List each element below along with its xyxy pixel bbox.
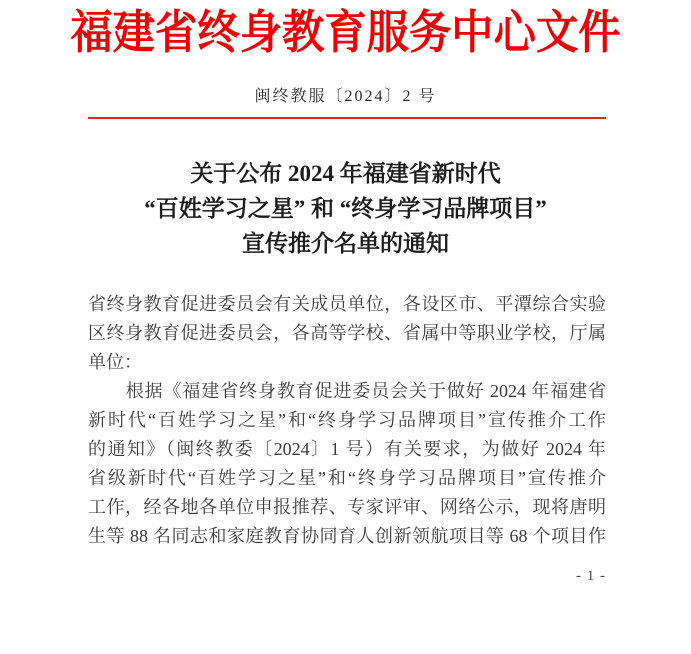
- body-text-line: 省终身教育促进委员会有关成员单位，各设区市、平潭综合实验: [88, 294, 606, 314]
- body-text-line: 省级新时代“百姓学习之星”和“终身学习品牌项目”宣传推介: [88, 468, 606, 488]
- body-text-line: 区终身教育促进委员会，各高等学校、省属中等职业学校，厅属: [88, 323, 606, 343]
- body-text-line: 根据《福建省终身教育促进委员会关于做好 2024 年福建省: [88, 381, 606, 401]
- document-number: 闽终教服〔2024〕2 号: [254, 88, 437, 105]
- body-text-line: 生等 88 名同志和家庭教育协同育人创新领航项目等 68 个项目作: [88, 526, 606, 546]
- body-text-line: 的通知》（闽终教委〔2024〕1 号）有关要求，为做好 2024 年: [88, 439, 606, 459]
- page-number: - 1 -: [576, 568, 606, 584]
- body-text-line: 工作，经各地各单位申报推荐、专家评审、网络公示，现将唐明: [88, 497, 606, 517]
- document-title-line-2: “百姓学习之星” 和 “终身学习品牌项目”: [144, 196, 547, 221]
- document-title-line-1: 关于公布 2024 年福建省新时代: [190, 161, 501, 186]
- document-body: [88, 290, 606, 551]
- body-text-line: 单位：: [88, 352, 142, 372]
- body-text-line: 新时代“百姓学习之星”和“终身学习品牌项目”宣传推介工作: [88, 410, 606, 430]
- document-title: [0, 156, 691, 261]
- document-title-line-3: 宣传推介名单的通知: [242, 231, 449, 256]
- red-divider-line: [88, 117, 606, 119]
- letterhead-title: 福建省终身教育服务中心文件: [70, 7, 621, 58]
